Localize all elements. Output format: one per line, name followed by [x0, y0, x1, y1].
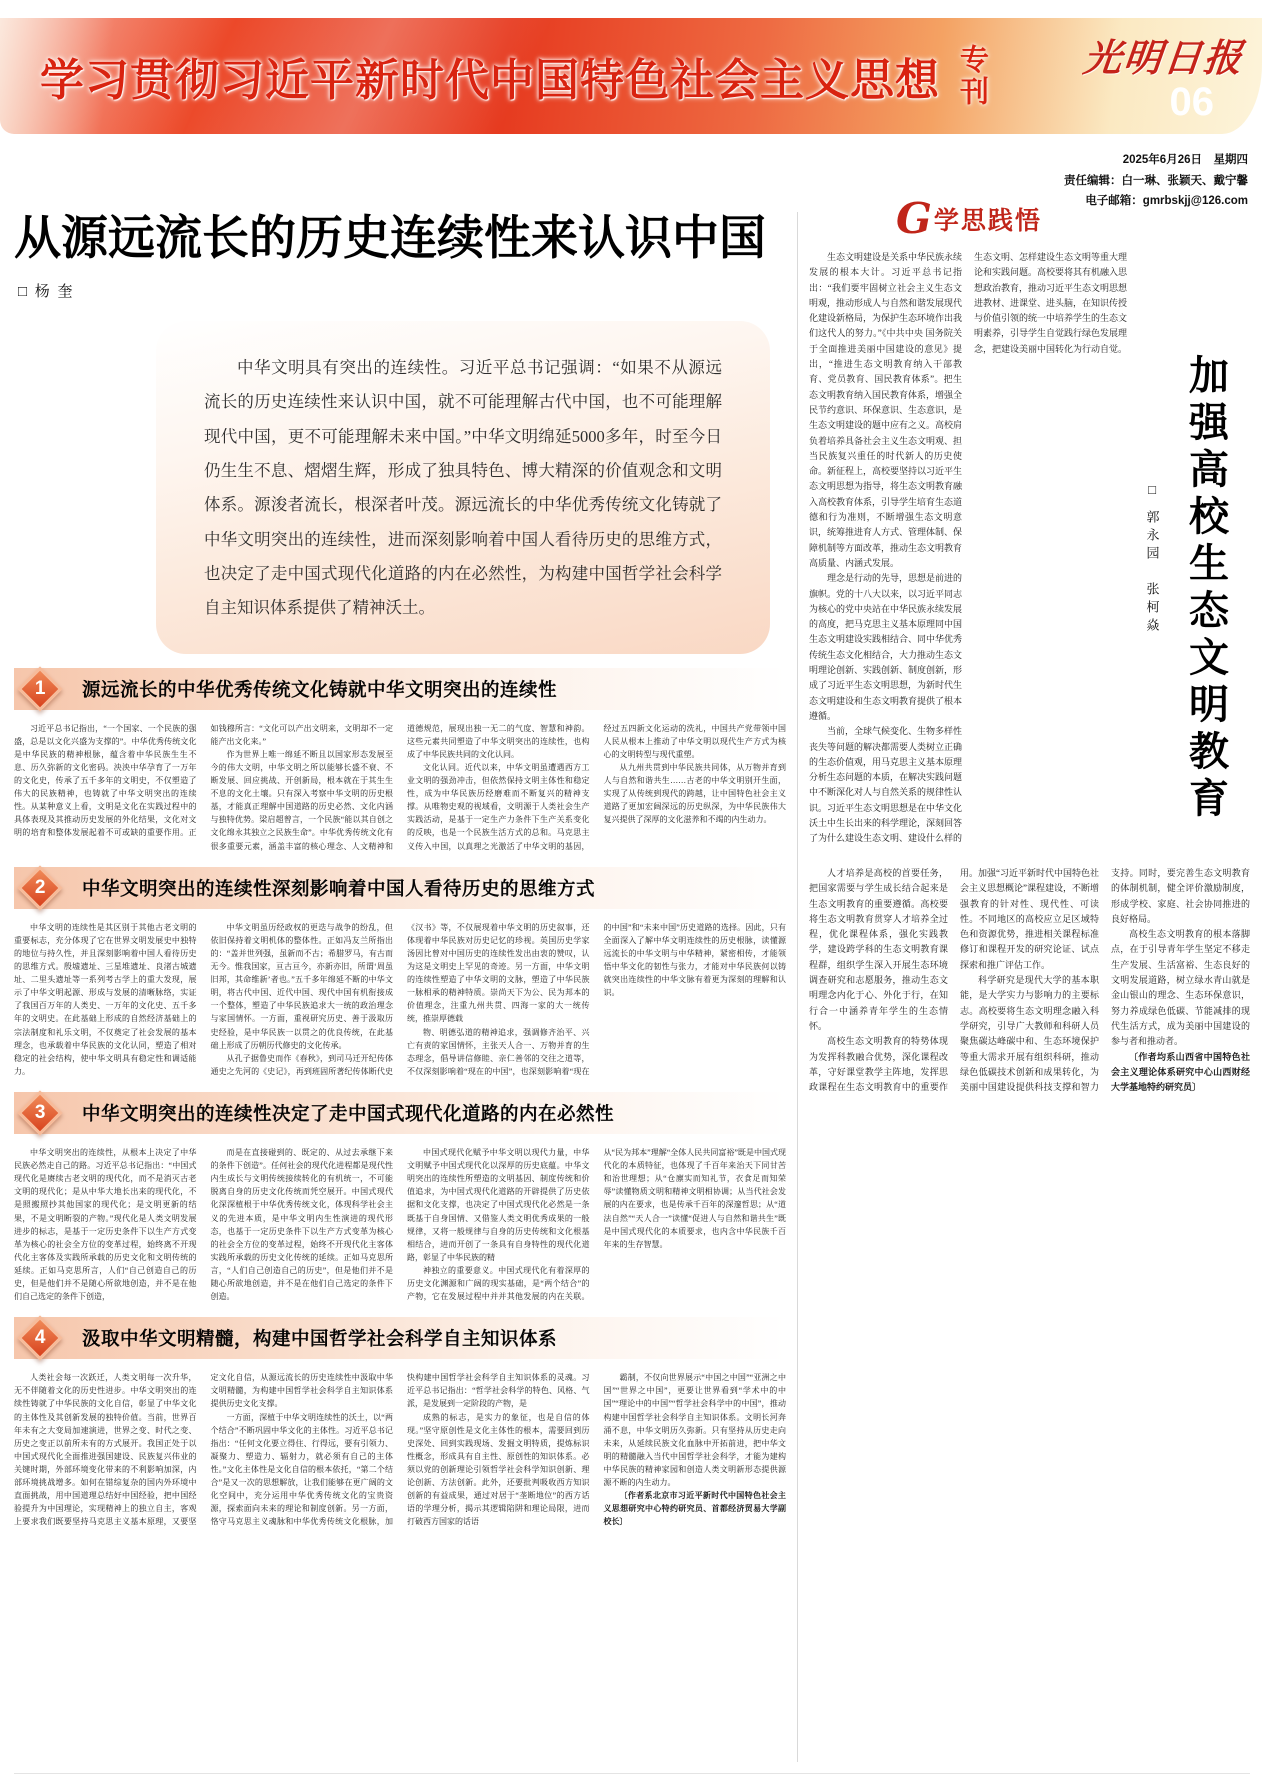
sidebar-body-top: 生态文明建设是关系中华民族永续发展的根本大计。习近平总书记指出：“我们要牢固树立社会主义生态文明观，推动形成人与自然和谐发展现代化建设新格局，为保护生态环境作出我们这代人的努力。”《中共中央 国务院关于全面推进美丽中国建设的意见》提出，“推进生态文明教育纳入干部教育、党员教育、国民教育体系”。把生态文明教育纳入国民教育体系，增强全民节约意识、环保意识、生态意识，是生态文明建设的题中应有之义。高校肩负着培养具备社会主义生态文明观、担当民族复兴重任的时代新人的历史使命。新征程上，高校要坚持以习近平生态文明思想为指导，将生态文明教育融入高校教育体系，引导学生培育生态道德和行为准则，不断增强生态文明意识，统筹推进育人方式、管理体制、保障机制等方面改革，推动生态文明教育高质量、内涵式发展。 理念是行动的先导，思想是前进的旗帜。党的十八大以来，以习近平同志为核心的党中央站在中华民族永续发展的高度，把马克思主义基本原理同中国生态文明建设实践相结合、同中华优秀传统生态文化相结合，大力推动生态文明理论创新、实践创新、制度创新，形成了习近平生态文明思想，为新时代生态文明建设和生态文明教育提供了根本遵循。 当前，全球气候变化、生物多样性丧失等问题的解决都需要人类树立正确的生态价值观，用马克思主义基本原理分析生态问题的本质，在解决实践问题中不断深化对人与自然关系的规律性认识。习近平生态文明思想是在中华文化沃土中生长出来的科学理论，深刻回答了为什么建设生态文明、建设什么样的生态文明、怎样建设生态文明等重大理论和实践问题。高校要将其有机融入思想政治教育，推动习近平生态文明思想进教材、进课堂、进头脑，在知识传授与价值引领的统一中培养学生的生态文明素养，引导学生自觉践行绿色发展理念，把建设美丽中国转化为行动自觉。	[809, 252, 1128, 844]
main-author: □ 杨 奎	[18, 284, 75, 301]
email-line: 电子邮箱：gmrbskjj@126.com	[1085, 195, 1248, 208]
section-1-title: 源远流长的中华优秀传统文化铸就中华文明突出的连续性	[82, 680, 558, 701]
section-1-badge: 1	[17, 666, 62, 711]
section-2	[14, 867, 786, 1078]
main-article	[14, 212, 786, 1762]
newspaper-masthead: 光明日报	[1081, 35, 1247, 80]
section-4	[14, 1317, 786, 1528]
sidebar-headline: 加强高校生态文明教育	[1182, 354, 1230, 824]
section-2-title: 中华文明突出的连续性深刻影响着中国人看待历史的思维方式	[82, 879, 596, 900]
section-3-title: 中华文明突出的连续性决定了走中国式现代化道路的内在必然性	[82, 1104, 615, 1125]
section-2-strip	[14, 867, 786, 909]
section-1-body: 习近平总书记指出，“一个国家、一个民族的强盛，总是以文化兴盛为支撑的”。中华优秀传统文化是中华民族的精神根脉，蕴含着中华民族生生不息、历久弥新的文化密码。泱泱中华孕育了一万年的文化史，传承了五千多年的文明史，不仅塑造了伟大的民族精神，也铸就了中华文明突出的连续性。从某种意义上看，文明是文化在实践过程中的具体表现及其推动历史发展的外化结果，文化对文明的培育和整体发展起着不可或缺的重要作用。正如钱穆所言：“文化可以产出文明来，文明却不一定能产出文化来。” 作为世界上唯一绵延不断且以国家形态发展至今的伟大文明，中华文明之所以能够长盛不衰、不断发展、回应挑战、开创新局，根本就在于其生生不息的文化土壤。只有深入考察中华文明的历史根基，才能真正理解中国道路的历史必然、文化内涵与独特优势。梁启超曾言，一个民族“能以其自创之文化绵永其独立之民族生命”。中华优秀传统文化有很多重要元素，涵盖丰富的核心理念、人文精神和道德规范，展现出独一无二的气度、智慧和神韵。这些元素共同塑造了中华文明突出的连续性，也构成了中华民族共同的文化认同。 文化认同。近代以来，中华文明虽遭遇西方工业文明的强劲冲击，但依然保持文明主体性和稳定性，成为中华民族历经磨难而不断复兴的精神支撑。从唯物史观的视域看，文明源于人类社会生产实践活动，是基于一定生产力条件下生产关系变化的反映，也是一个民族生活方式的总和。马克思主义传入中国，以真理之光激活了中华文明的基因，经过五四新文化运动的洗礼，中国共产党带领中国人民从根本上推动了中华文明以现代生产方式为核心的文明转型与现代重塑。 从九州共贯到中华民族共同体，从万物并育到人与自然和谐共生……古老的中华文明别开生面，实现了从传统到现代的跨越，让中国特色社会主义道路了更加宏阔深远的历史纵深，为中华民族伟大复兴提供了深厚的文化滋养和不竭的内生动力。	[14, 723, 786, 851]
section-2-badge: 2	[17, 865, 62, 910]
banner-ribbon	[0, 18, 1262, 134]
section-3-strip	[14, 1092, 786, 1134]
publication-date: 2025年6月26日 星期四	[1122, 154, 1248, 166]
page-number: 06	[1169, 80, 1214, 124]
section-4-badge: 4	[17, 1316, 62, 1361]
sidebar-authors: □ 郭永园 张柯焱	[1144, 482, 1160, 637]
column-divider	[797, 212, 798, 1762]
section-1-strip	[14, 668, 786, 710]
intro-text: 中华文明具有突出的连续性。习近平总书记强调：“如果不从源远流长的历史连续性来认识中国，就不可能理解古代中国，也不可能理解现代中国，更不可能理解未来中国。”中华文明绵延5000多年，时至今日仍生生不息、熠熠生辉，形成了独具特色、博大精深的价值观念和文明体系。源浚者流长，根深者叶茂。源远流长的中华优秀传统文化铸就了中华文明突出的连续性，进而深刻影响着中国人看待历史的思维方式，也决定了走中国式现代化道路的内在必然性，为构建中国哲学社会科学自主知识体系提供了精神沃土。	[204, 358, 722, 618]
banner-right-block	[1081, 27, 1247, 125]
sidebar-body-bottom: 人才培养是高校的首要任务，把国家需要与学生成长结合起来是生态文明教育的重要遵循。高校要将生态文明教育贯穿人才培养全过程，优化课程体系，强化实践教学，建设跨学科的生态文明教育课程群，组织学生深入开展生态环境调查研究和志愿服务，推动生态文明理念内化于心、外化于行，在知行合一中涵养青年学生的生态情怀。 高校生态文明教育的特势体现为发挥科教融合优势，深化课程改革，守好课堂教学主阵地，发挥思政课程在生态文明教育中的重要作用。加强“习近平新时代中国特色社会主义思想概论”课程建设，不断增强教育的针对性、现代性、可读性。不同地区的高校应立足区域特色和资源优势，推进相关课程标准修订和课程开发的研究论证、试点探索和推广评估工作。 科学研究是现代大学的基本职能，是大学实力与影响力的主要标志。高校要将生态文明理念融入科学研究，引导广大教师和科研人员聚焦碳达峰碳中和、生态环境保护等重大需求开展有组织科研，推动绿色低碳技术创新和成果转化，为美丽中国建设提供科技支撑和智力支持。同时，要完善生态文明教育的体制机制，健全评价激励制度，形成学校、家庭、社会协同推进的良好格局。 高校生态文明教育的根本落脚点，在于引导青年学生坚定不移走生产发展、生活富裕、生态良好的文明发展道路，树立绿水青山就是金山银山的理念、生态环保意识，努力养成绿色低碳、节能减排的现代生活方式，成为美丽中国建设的参与者和推动者。 〔作者均系山西省中国特色社会主义理论体系研究中心山西财经大学基地特约研究员〕	[809, 868, 1250, 1093]
sidebar-top-block	[809, 250, 1250, 850]
section-3	[14, 1092, 786, 1303]
main-headline: 从源远流长的历史连续性来认识中国	[14, 211, 766, 266]
intro-box	[156, 321, 770, 654]
editors-line: 责任编辑：白一琳、张颖天、戴宁馨	[1064, 174, 1248, 187]
banner-subtitle-zhuankan: 专刊	[956, 44, 988, 108]
section-1	[14, 668, 786, 853]
guangming-g-logo-icon: G	[896, 194, 932, 243]
section-3-body: 中华文明突出的连续性，从根本上决定了中华民族必然走自己的路。习近平总书记指出：“中国式现代化是赓续古老文明的现代化，而不是消灭古老文明的现代化；是从中华大地长出来的现代化，不是照搬照抄其他国家的现代化；是文明更新的结果，不是文明断裂的产物。”现代化是人类文明发展进步的标志，是基于一定历史条件下以生产方式变革为核心的社会全方位的变革过程，始终离不开现代化主客体及实践所承载的历史文化和文明传统的延续。正如马克思所言，人们“自己创造自己的历史，但是他们并不是随心所欲地创造，并不是在他们自己选定的条件下创造， 而是在直接碰到的、既定的、从过去承继下来的条件下创造”。任何社会的现代化进程都是现代性内生成长与文明传统接续转化的有机统一，不可能脱离自身的历史文化传统而凭空展开。中国式现代化深深植根于中华优秀传统文化，体现科学社会主义的先进本质，是中华文明内生性演进的现代形态，也基于一定历史条件下以生产方式变革为核心的社会全方位的变革过程，始终不开现代化主客体实践所承载的历史文化传统的延续。正如马克思所言，“人们自己创造自己的历史”，但是他们并不是随心所欲地创造，并不是在他们自己选定的条件下创造。 中国式现代化赋予中华文明以现代力量，中华文明赋予中国式现代化以深厚的历史底蕴。中华文明突出的连续性所塑造的文明基因、制度传统和价值追求，为中国式现代化道路的开辟提供了历史依据和文化支撑，也决定了中国式现代化必然是一条既基于自身国情、又借鉴人类文明优秀成果的一般规律，又将一般规律与自身的历史传统和文化根基相结合，进而开创了一条具有自身特性的现代化道路，彰显了中华民族的精 神独立的重要意义。中国式现代化有着深厚的历史文化渊源和广阔的现实基础，是“两个结合”的产物，它在发展过程中并并其他发展的内在关联。从“民为邦本”理解“全体人民共同富裕”既是中国式现代化的本质特征，也体现了千百年来治天下同甘苦和治世理想；从“仓廪实而知礼节，衣食足而知荣辱”读懂物质文明和精神文明相协调；从当代社会发展的内在要求，也是传承千百年的深邃哲思；从“道法自然”“天人合一”读懂“促进人与自然和谐共生”既是中国式现代化的本质要求，也内含中华民族千百年来的生存智慧。	[14, 1147, 786, 1302]
banner-title: 学习贯彻习近平新时代中国特色社会主义思想	[40, 56, 940, 105]
section-4-body: 人类社会每一次跃迁，人类文明每一次升华，无不伴随着文化的历史性进步。中华文明突出的连续性铸就了中华民族的文化自信，彰显了中华文化的主体性及其创新发展的独特价值。当前，世界百年未有之大变局加速演进，世界之变、时代之变、历史之变正以前所未有的方式展开。我国正处于以中国式现代化全面推进强国建设、民族复兴伟业的关键时期，外部环境变化带来的不利影响加深，内部环境挑战增多。如何在错综复杂的国内外环境中直面挑战，用中国道理总结好中国经验，把中国经验提升为中国理论，实现精神上的独立自主，客观上要求我们既要坚持马克思主义基本原理，又要坚定文化自信，从源远流长的历史连续性中汲取中华文明精髓，为构建中国哲学社会科学自主知识体系提供历史文化支撑。 一方面，深植于中华文明连续性的沃土，以“两个结合”不断巩固中华文化的主体性。习近平总书记指出：“任何文化要立得住、行得远，要有引领力、凝聚力、塑造力、辐射力，就必须有自己的主体性。”文化主体性是文化自信的根本依托，“第二个结合”是又一次的思想解放，让我们能够在更广阔的文化空间中，充分运用中华优秀传统文化的宝贵资源，探索面向未来的理论和制度创新。另一方面，恪守马克思主义魂脉和中华优秀传统文化根脉，加快构建中国哲学社会科学自主知识体系的灵魂。习近平总书记指出：“哲学社会科学的特色、风格、气派，是发展到一定阶段的产物，是 成熟的标志，是实力的象征，也是自信的体现。”坚守原创性是文化主体性的根本，需要回到历史深处、回到实践现场、发掘文明特质，提炼标识性概念，形成具有自主性、原创性的知识体系。必须以党的创新理论引领哲学社会科学知识创新、理论创新、方法创新。此外，还要批判吸收西方知识创新的有益成果，通过对居于“垄断地位”的西方话语的学理分析，揭示其逻辑陷阱和理论局限，进而打破西方国家的话语 霸制，不仅向世界展示“中国之中国”“亚洲之中国”“世界之中国”，更要让世界看到“学术中的中国”“理论中的中国”“哲学社会科学中的中国”，推动构建中国哲学社会科学自主知识体系。文明长河奔涌不息，中华文明历久弥新。只有坚持从历史走向未来，从延续民族文化血脉中开拓前进，把中华文明的精髓融入当代中国哲学社会科学，才能为建构中华民族的精神家园和创造人类文明新形态提供源源不断的内生动力。 〔作者系北京市习近平新时代中国特色社会主义思想研究中心特约研究员、首都经济贸易大学副校长〕	[14, 1373, 786, 1527]
sidebar-vertical-title-block	[1127, 250, 1250, 850]
section-4-title: 汲取中华文明精髓，构建中国哲学社会科学自主知识体系	[82, 1330, 558, 1351]
sidebar-column-header	[809, 194, 1129, 243]
section-2-body: 中华文明的连续性是其区别于其他古老文明的重要标志，充分体现了它在世界文明发展史中独特的地位与持久性，并且深刻影响着中国人看待历史的思维方式。殷墟遗址、三星堆遗址、良渚古城遗址、二里头遗址等一系列考古学上的重大发现，展示了中华文明起源、形成与发展的清晰脉络，实证了我国百万年的人类史、一万年的文化史、五千多年的文明史。在此基础上形成的自然经济基础上的宗法制度和礼乐文明，不仅奠定了社会发展的基本理念，也承载着中华民族的文化认同，塑造了相对稳定的社会结构，使中华文明具有稳定性和调适能力。 中华文明虽历经政权的更迭与战争的纷乱，但依旧保持着文明机体的整体性。正如冯友兰所指出的：“盖并世列强，虽新而不古；希腊罗马，有古而无今。惟我国家，亘古亘今，亦新亦旧，所谓‘周虽旧邦，其命维新’者也。”五千多年绵延不断的中华文明，将古代中国、近代中国、现代中国有机衔接成一个整体，塑造了中华民族追求大一统的政治理念与家国情怀。一方面，重视研究历史、善于汲取历史经验，是中华民族一以贯之的优良传统，在此基础上形成了历朝历代修史的文化传承。 从孔子据鲁史而作《春秋》，到司马迁开纪传体通史之先河的《史记》，再到班固所著纪传体断代史《汉书》等，不仅展现着中华文明的历史叙事，还体现着中华民族对历史记忆的珍视。英国历史学家汤因比曾对中国历史的连续性发出由衷的赞叹，认为这是文明史上罕见的奇迹。另一方面，中华文明的连续性塑造了中华文明的文脉，塑造了中华民族一脉相承的精神特质。崇尚天下为公、民为邦本的价值理念，注重九州共贯、四海一家的大一统传统，推崇厚德载 物、明德弘道的精神追求，强调修齐治平、兴亡有责的家国情怀，主张天人合一、万物并育的生态理念，倡导讲信修睦、亲仁善邻的交往之道等，不仅深刻影响着“现在的中国”，也深刻影响着“现在的中国”和“未来中国”历史道路的选择。因此，只有全面深入了解中华文明连续性的历史根脉，读懂源远流长的中华文明与中华精神，紧密相传，才能领悟中华文化的韧性与张力，才能对中华民族何以铸就突出连续性的中华文脉有着更为深刻的理解和认识。	[14, 922, 786, 1076]
section-4-strip	[14, 1317, 786, 1359]
section-3-badge: 3	[17, 1090, 62, 1135]
top-banner	[0, 0, 1262, 148]
sidebar-column-label: 学思践悟	[933, 208, 1042, 235]
